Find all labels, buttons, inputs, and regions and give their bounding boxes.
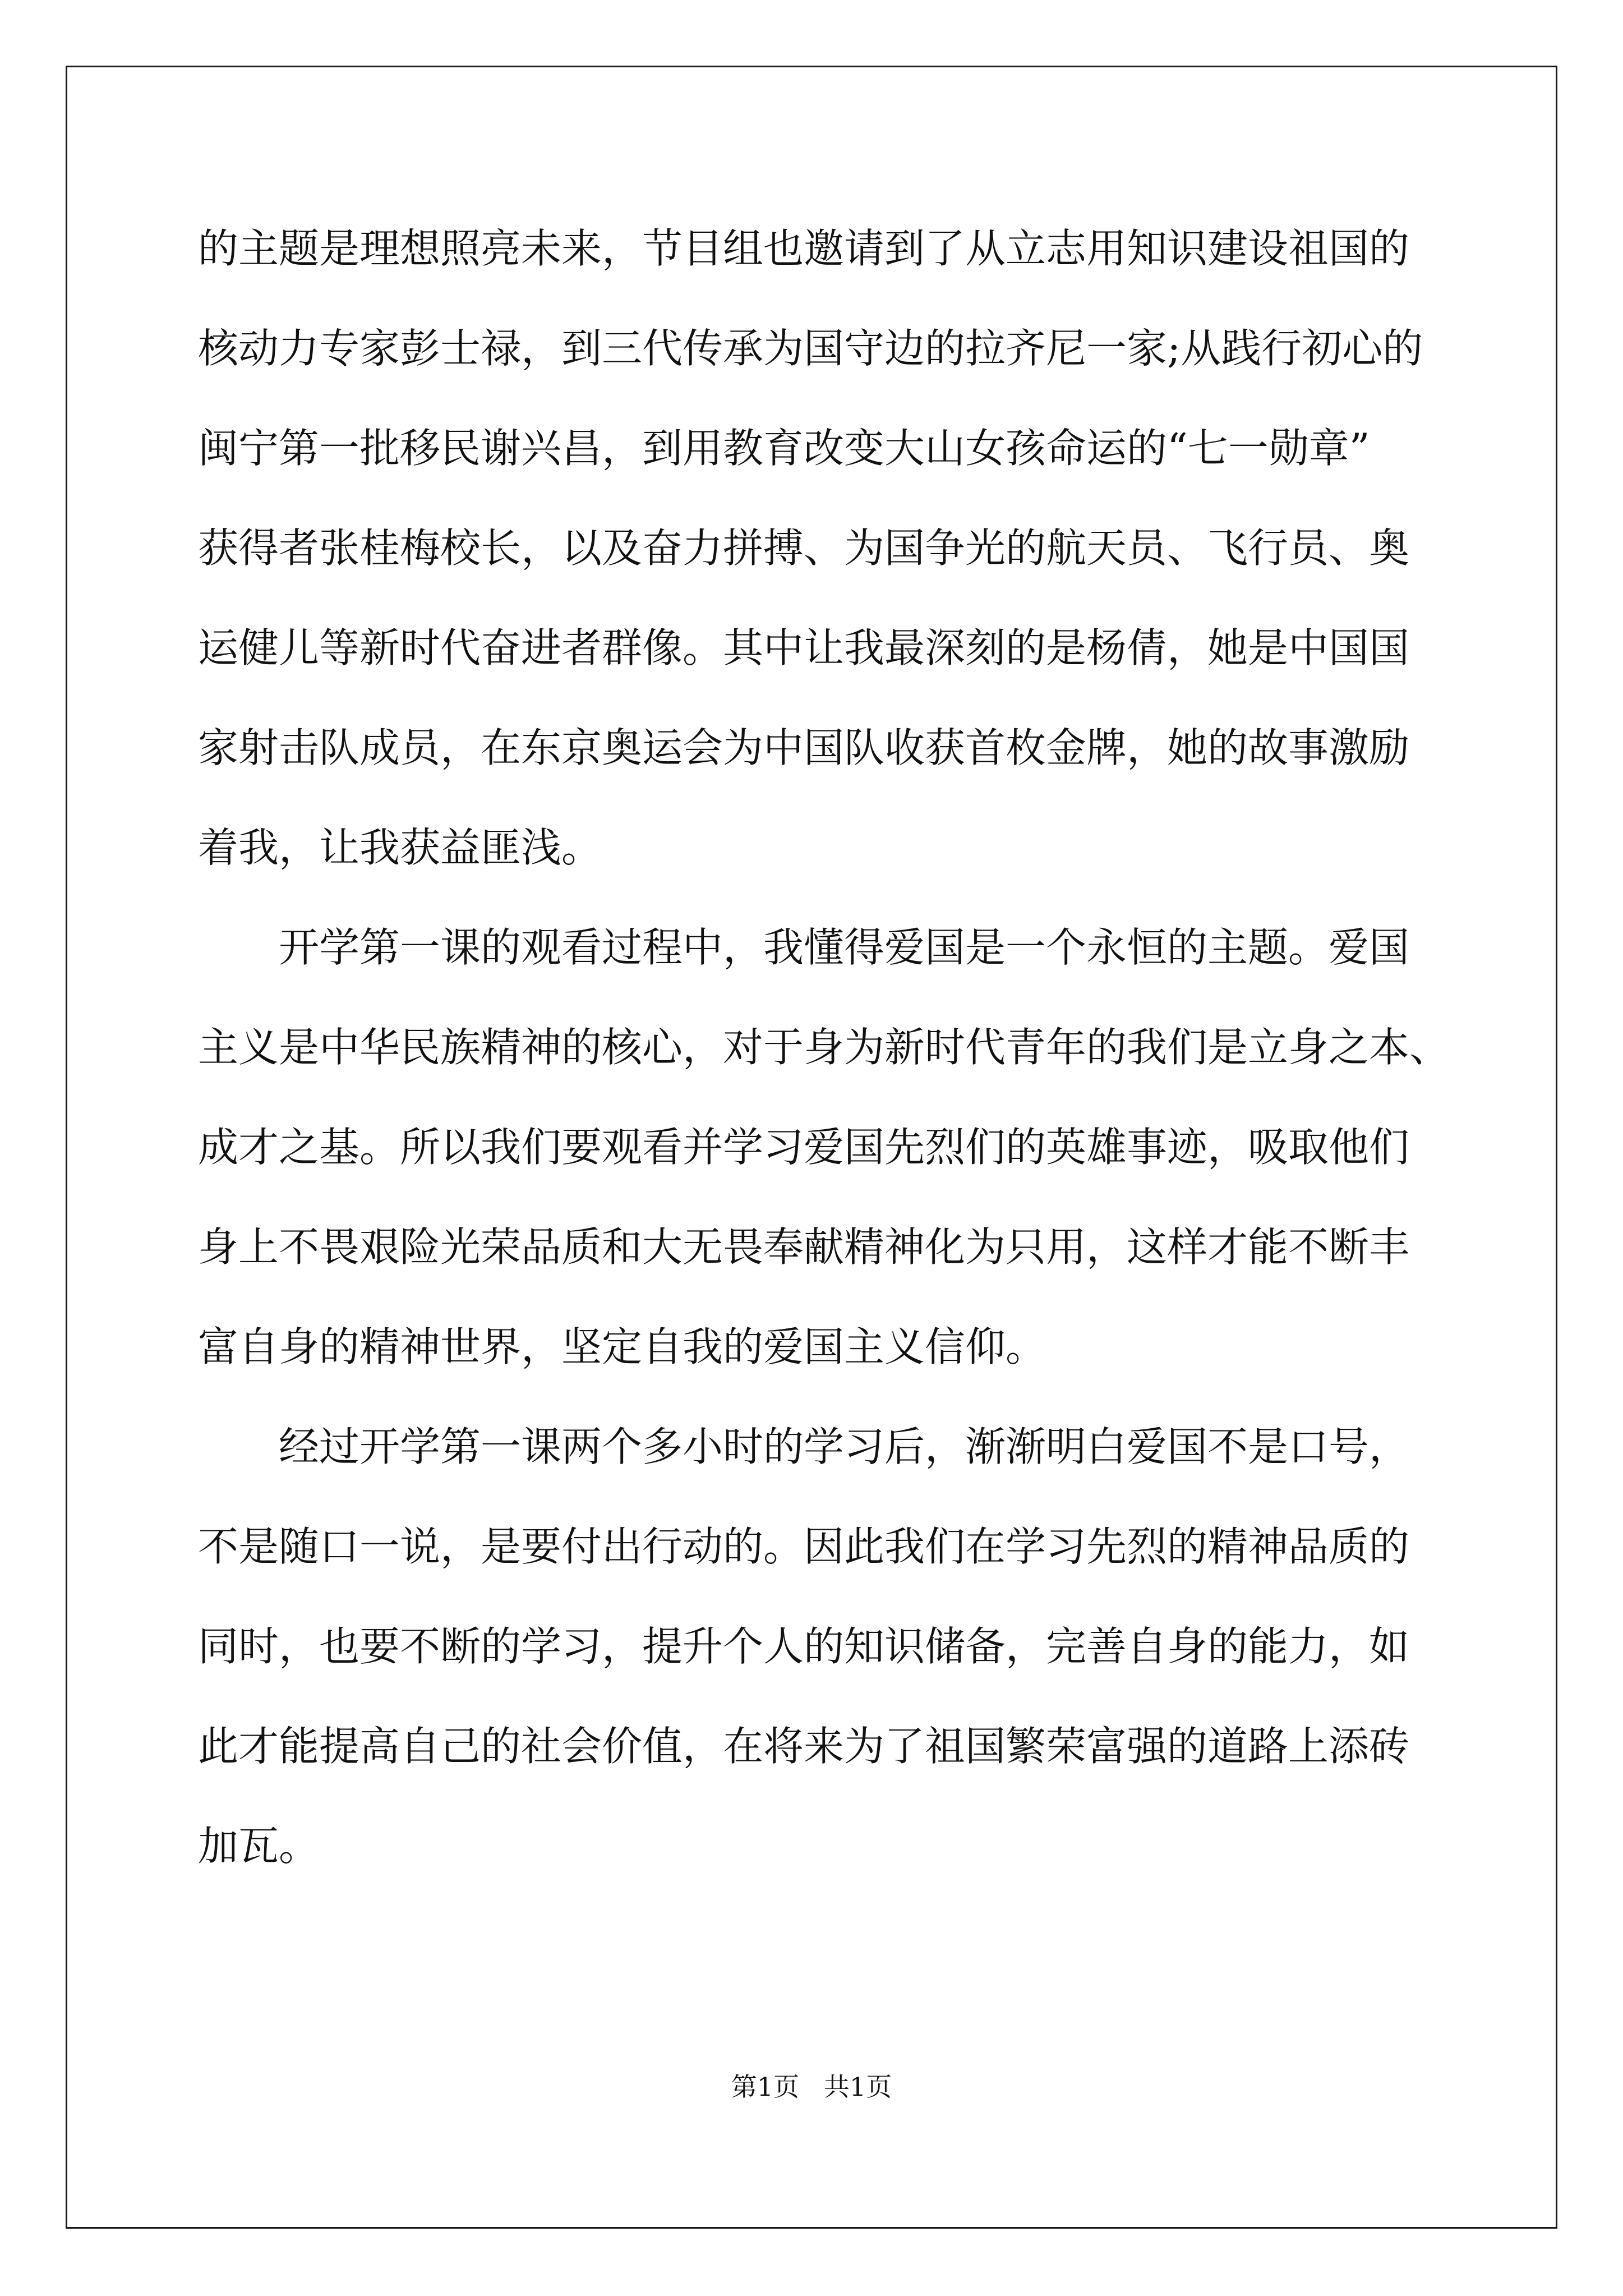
document-body [198,220,1450,1918]
text-line: 不是随口一说，是要付出行动的。因此我们在学习先烈的精神品质的 [198,1523,1410,1570]
text-line: 开学第一课的观看过程中，我懂得爱国是一个永恒的主题。爱国 [198,924,1410,971]
text-line: 核动力专家彭士禄，到三代传承为国守边的拉齐尼一家;从践行初心的 [198,325,1423,372]
text-line: 同时，也要不断的学习，提升个人的知识储备，完善自身的能力，如 [198,1623,1410,1670]
text-line: 闽宁第一批移民谢兴昌，到用教育改变大山女孩命运的“七一勋章” [198,425,1370,472]
text-line: 此才能提高自己的社会价值，在将来为了祖国繁荣富强的道路上添砖 [198,1723,1410,1770]
text-line: 身上不畏艰险光荣品质和大无畏奉献精神化为只用，这样才能不断丰 [198,1223,1410,1271]
text-line: 的主题是理想照亮未来，节目组也邀请到了从立志用知识建设祖国的 [198,225,1410,272]
text-line: 经过开学第一课两个多小时的学习后，渐渐明白爱国不是口号， [198,1423,1410,1470]
text-line: 运健儿等新时代奋进者群像。其中让我最深刻的是杨倩，她是中国国 [198,624,1410,671]
text-line: 成才之基。所以我们要观看并学习爱国先烈们的英雄事迹，吸取他们 [198,1124,1410,1171]
text-line: 主义是中华民族精神的核心，对于身为新时代青年的我们是立身之本、 [198,1024,1450,1071]
text-line: 加瓦。 [198,1823,320,1870]
text-line: 家射击队成员，在东京奥运会为中国队收获首枚金牌，她的故事激励 [198,724,1410,771]
page-footer: 第1页 共1页 [731,2072,892,2102]
text-line: 获得者张桂梅校长，以及奋力拼搏、为国争光的航天员、飞行员、奥 [198,524,1410,572]
text-line: 着我，让我获益匪浅。 [198,824,602,871]
text-line: 富自身的精神世界，坚定自我的爱国主义信仰。 [198,1323,1046,1370]
